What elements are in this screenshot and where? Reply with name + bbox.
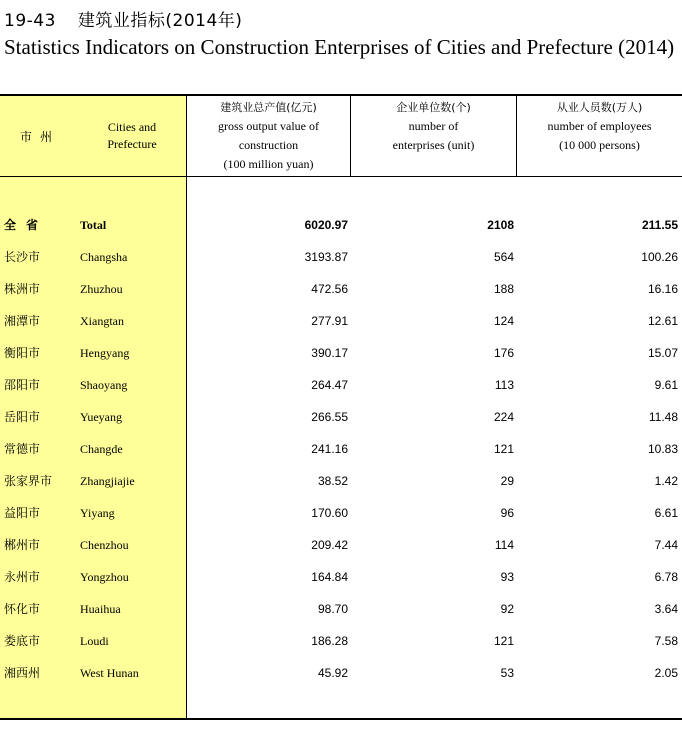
table-row [0, 441, 682, 473]
table-row [0, 281, 682, 313]
header-employees-cn: 从业人员数(万人) [556, 101, 643, 114]
output-value: 45.92 [317, 666, 348, 680]
city-name-cn: 永州市 [4, 570, 41, 584]
city-name-en: Chenzhou [80, 538, 129, 552]
city-name-en: Huaihua [80, 602, 121, 616]
bottom-rule [0, 718, 682, 720]
header-enterprises [351, 98, 516, 155]
table-title-cn [4, 6, 242, 31]
city-name-en: Changde [80, 442, 123, 456]
city-name-cn: 全省 [4, 218, 49, 232]
table-row [0, 473, 682, 505]
output-value: 277.91 [311, 314, 348, 328]
table-row [0, 409, 682, 441]
output-value: 164.84 [311, 570, 348, 584]
output-value: 3193.87 [304, 250, 348, 264]
top-rule [0, 94, 682, 96]
city-name-en: Xiangtan [80, 314, 124, 328]
city-name-cn: 衡阳市 [4, 346, 41, 360]
enterprise-count: 121 [493, 634, 514, 648]
city-name-cn: 湘西州 [4, 666, 41, 680]
city-name-en: West Hunan [80, 666, 139, 680]
table-row [0, 249, 682, 281]
city-name-en: Yiyang [80, 506, 115, 520]
employee-count: 16.16 [647, 282, 678, 296]
output-value: 266.55 [311, 410, 348, 424]
header-output [187, 98, 350, 174]
output-value: 38.52 [317, 474, 348, 488]
header-employees-unit: (10 000 persons) [559, 138, 640, 152]
city-name-cn: 湘潭市 [4, 314, 41, 328]
employee-count: 3.64 [654, 602, 678, 616]
table-title-en: Statistics Indicators on Construction Enterprises of Cities and Prefecture (2014) [4, 35, 675, 59]
output-value: 472.56 [311, 282, 348, 296]
table-row [0, 569, 682, 601]
header-city-en-line: Prefecture [107, 137, 157, 151]
table-row-total [0, 217, 682, 249]
enterprise-count: 124 [493, 314, 514, 328]
city-name-en: Yongzhou [80, 570, 129, 584]
city-name-cn: 张家界市 [4, 474, 53, 488]
table-row [0, 345, 682, 377]
city-name-en: Zhuzhou [80, 282, 123, 296]
enterprise-count: 176 [493, 346, 514, 360]
enterprise-count: 114 [494, 538, 514, 552]
output-value: 6020.97 [304, 218, 348, 232]
employee-count: 10.83 [647, 442, 678, 456]
city-name-en: Loudi [80, 634, 109, 648]
enterprise-count: 564 [493, 250, 514, 264]
enterprise-count: 96 [500, 506, 514, 520]
enterprise-count: 113 [494, 378, 514, 392]
table-row [0, 377, 682, 409]
enterprise-count: 92 [500, 602, 514, 616]
header-output-en: gross output value of [218, 119, 319, 133]
employee-count: 11.48 [648, 410, 678, 424]
city-name-en: Zhangjiajie [80, 474, 135, 488]
city-name-cn: 娄底市 [4, 634, 41, 648]
city-name-cn: 益阳市 [4, 506, 41, 520]
employee-count: 7.58 [654, 634, 678, 648]
header-enterprises-unit: enterprises (unit) [392, 138, 475, 152]
table-title-cn-text: 建筑业指标(2014年) [77, 11, 243, 31]
city-name-cn: 郴州市 [4, 538, 41, 552]
employee-count: 7.44 [654, 538, 678, 552]
output-value: 241.16 [311, 442, 348, 456]
header-enterprises-en: number of [408, 119, 459, 133]
city-name-en: Shaoyang [80, 378, 128, 392]
enterprise-count: 121 [493, 442, 514, 456]
header-city-en-line: Cities and [107, 120, 157, 134]
city-name-cn: 邵阳市 [4, 378, 41, 392]
output-value: 186.28 [311, 634, 348, 648]
employee-count: 6.61 [654, 506, 678, 520]
output-value: 264.47 [311, 378, 348, 392]
city-name-en: Yueyang [80, 410, 122, 424]
city-name-en: Total [80, 218, 107, 232]
city-name-cn: 怀化市 [4, 602, 41, 616]
header-employees [517, 98, 682, 155]
header-city-cn: 市州 [19, 130, 60, 144]
table-row [0, 537, 682, 569]
table-row [0, 601, 682, 633]
table-row [0, 313, 682, 345]
header-employees-en: number of employees [547, 119, 652, 133]
city-name-en: Hengyang [80, 346, 130, 360]
city-name-en: Changsha [80, 250, 128, 264]
output-value: 98.70 [317, 602, 348, 616]
enterprise-count: 29 [500, 474, 514, 488]
enterprise-count: 93 [500, 570, 514, 584]
employee-count: 6.78 [654, 570, 678, 584]
output-value: 170.60 [311, 506, 348, 520]
header-output-unit: (100 million yuan) [223, 157, 314, 171]
table-row [0, 633, 682, 665]
table-row [0, 505, 682, 537]
header-output-en: construction [238, 138, 299, 152]
employee-count: 12.61 [647, 314, 678, 328]
employee-count: 211.55 [641, 218, 678, 232]
enterprise-count: 224 [493, 410, 514, 424]
city-name-cn: 常德市 [4, 442, 41, 456]
employee-count: 100.26 [641, 250, 678, 264]
header-enterprises-cn: 企业单位数(个) [396, 101, 471, 114]
header-rule [0, 176, 682, 177]
header-output-cn: 建筑业总产值(亿元) [220, 101, 317, 114]
enterprise-count: 188 [493, 282, 514, 296]
table-row [0, 665, 682, 697]
table-number: 19-43 [4, 11, 56, 31]
city-name-cn: 长沙市 [4, 250, 41, 264]
enterprise-count: 53 [500, 666, 514, 680]
employee-count: 2.05 [654, 666, 678, 680]
output-value: 390.17 [311, 346, 348, 360]
employee-count: 1.42 [654, 474, 678, 488]
city-name-cn: 岳阳市 [4, 410, 41, 424]
employee-count: 9.61 [654, 378, 678, 392]
header-city-en [92, 119, 172, 153]
city-name-cn: 株洲市 [4, 282, 41, 296]
enterprise-count: 2108 [487, 218, 514, 232]
output-value: 209.42 [311, 538, 348, 552]
employee-count: 15.07 [647, 346, 678, 360]
